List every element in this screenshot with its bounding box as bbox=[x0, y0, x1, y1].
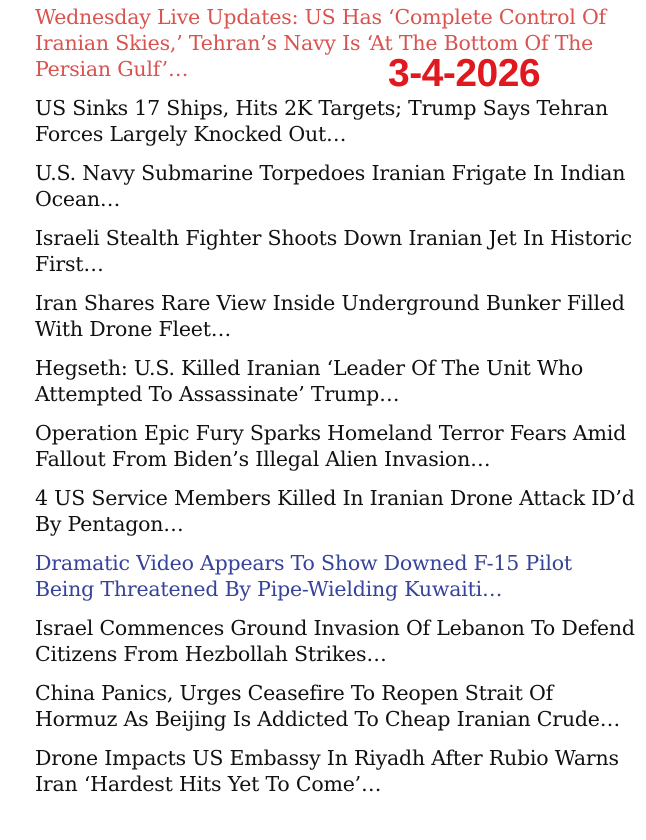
headline-link[interactable]: 4 US Service Members Killed In Iranian Drone Attack ID’d By Pentagon… bbox=[35, 486, 635, 536]
headline-link[interactable]: Israel Commences Ground Invasion Of Lebanon To Defend Citizens From Hezbollah Strikes… bbox=[35, 616, 635, 666]
headline-link[interactable]: Hegseth: U.S. Killed Iranian ‘Leader Of The Unit Who Attempted To Assassinate’ Trump… bbox=[35, 356, 583, 406]
headline-link[interactable]: US Sinks 17 Ships, Hits 2K Targets; Trump Says Tehran Forces Largely Knocked Out… bbox=[35, 96, 608, 146]
headline-link[interactable]: Israeli Stealth Fighter Shoots Down Iranian Jet In Historic First… bbox=[35, 226, 632, 276]
date-stamp-overlay: 3-4-2026 bbox=[388, 52, 541, 95]
headline-feed bbox=[35, 4, 635, 810]
headline-link[interactable]: Wednesday Live Updates: US Has ‘Complete Control Of Iranian Skies,’ Tehran’s Navy Is ‘At The Bottom Of The Persian Gulf’… bbox=[35, 5, 606, 81]
headline-link[interactable]: Operation Epic Fury Sparks Homeland Terror Fears Amid Fallout From Biden’s Illegal Alien Invasion… bbox=[35, 421, 627, 471]
headline-link-visited[interactable]: Dramatic Video Appears To Show Downed F-15 Pilot Being Threatened By Pipe-Wielding Kuwaiti… bbox=[35, 551, 572, 601]
headline-link[interactable]: Iran Shares Rare View Inside Underground Bunker Filled With Drone Fleet… bbox=[35, 291, 625, 341]
headline-link[interactable]: China Panics, Urges Ceasefire To Reopen Strait Of Hormuz As Beijing Is Addicted To Cheap Iranian Crude… bbox=[35, 681, 621, 731]
headline-link[interactable]: Drone Impacts US Embassy In Riyadh After Rubio Warns Iran ‘Hardest Hits Yet To Come’… bbox=[35, 746, 619, 796]
headline-link[interactable]: U.S. Navy Submarine Torpedoes Iranian Frigate In Indian Ocean… bbox=[35, 161, 626, 211]
